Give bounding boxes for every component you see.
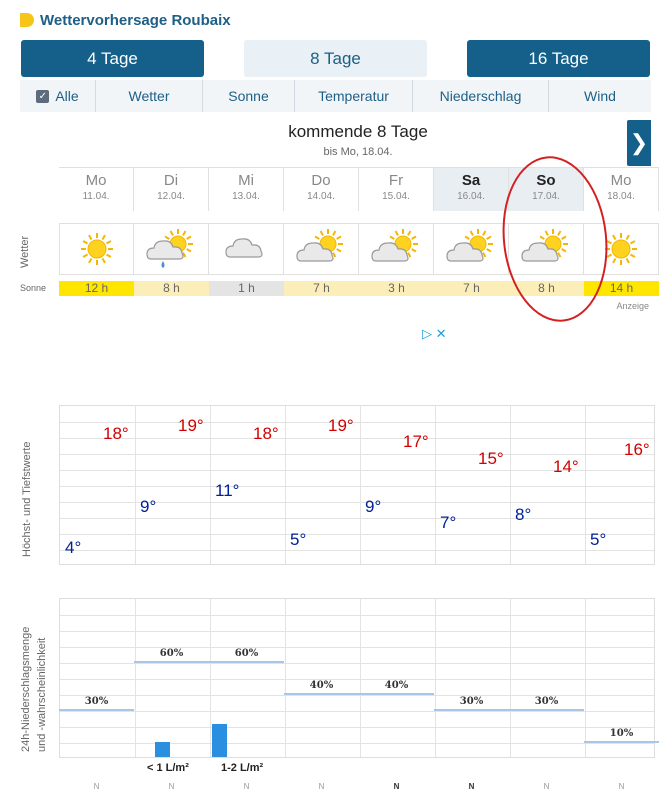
- rain-sun-cloud-icon: [134, 223, 209, 275]
- range-4-days-button[interactable]: 4 Tage: [21, 40, 204, 77]
- day-date: 17.04.: [532, 191, 560, 202]
- precipitation-chart: [59, 598, 655, 758]
- grid-line: [210, 599, 211, 757]
- precip-probability-line: [509, 709, 584, 711]
- sun-hours-cell: 3 h: [359, 281, 434, 296]
- grid-line: [60, 518, 654, 519]
- grid-line: [135, 599, 136, 757]
- grid-line: [510, 406, 511, 564]
- precip-probability-label: 30%: [534, 696, 559, 707]
- sun-row-label: Sonne: [20, 283, 47, 293]
- grid-line: [360, 599, 361, 757]
- grid-line: [60, 615, 654, 616]
- day-date: 14.04.: [307, 191, 335, 202]
- chevron-right-icon: ❯: [629, 130, 649, 155]
- precip-amount-bar: [212, 724, 227, 757]
- day-name: So: [536, 172, 556, 189]
- grid-line: [510, 599, 511, 757]
- day-name: Di: [163, 172, 179, 189]
- temperature-chart: [59, 405, 655, 565]
- low-temp: 5°: [290, 529, 307, 549]
- location-marker-icon: [20, 13, 34, 27]
- grid-line: [60, 663, 654, 664]
- page-header: [20, 10, 231, 30]
- sun-cloud-icon: [434, 223, 509, 275]
- grid-line: [135, 406, 136, 564]
- grid-line: [285, 599, 286, 757]
- period-subtitle: bis Mo, 18.04.: [323, 146, 393, 158]
- day-date: 12.04.: [157, 191, 185, 202]
- wind-direction: N: [393, 782, 400, 790]
- precip-amount-label: < 1 L/m²: [147, 762, 189, 774]
- sun-hours-cell: 1 h: [209, 281, 284, 296]
- grid-line: [60, 631, 654, 632]
- filter-niederschlag[interactable]: Niederschlag: [413, 80, 549, 112]
- grid-line: [60, 743, 654, 744]
- ad-choices-icon[interactable]: ▷ ✕: [422, 326, 447, 341]
- precip-probability-label: 60%: [159, 648, 184, 659]
- filter-all-label: Alle: [55, 88, 79, 104]
- low-temp: 5°: [590, 529, 607, 549]
- day-header: [209, 167, 284, 211]
- filter-wind[interactable]: Wind: [584, 88, 616, 104]
- low-temp: 11°: [215, 480, 240, 500]
- low-temp: 7°: [440, 513, 457, 533]
- wind-direction: N: [168, 782, 175, 790]
- sun-hours-cell: 7 h: [284, 281, 359, 296]
- precip-probability-line: [59, 709, 134, 711]
- ad-label: Anzeige: [616, 301, 649, 311]
- day-date: 18.04.: [607, 191, 635, 202]
- grid-line: [60, 422, 654, 423]
- day-header: [359, 167, 434, 211]
- high-temp: 14°: [553, 456, 579, 476]
- wind-direction: N: [468, 782, 475, 790]
- high-temp: 18°: [253, 424, 279, 444]
- precip-row-label-2: und -wahrscheinlichkeit: [36, 637, 48, 752]
- grid-line: [60, 454, 654, 455]
- sun-cloud-icon: [284, 223, 359, 275]
- grid-line: [435, 599, 436, 757]
- precip-row-label-1: 24h-Niederschlagsmenge: [20, 626, 32, 752]
- cloud-icon: [209, 223, 284, 275]
- day-name: Do: [311, 172, 331, 189]
- wind-direction: N: [318, 782, 325, 790]
- precip-amount-label: 1-2 L/m²: [221, 762, 264, 774]
- precip-probability-line: [134, 661, 209, 663]
- wind-direction: N: [93, 782, 100, 790]
- day-name: Fr: [388, 172, 404, 189]
- precip-probability-line: [284, 693, 359, 695]
- grid-line: [60, 486, 654, 487]
- grid-line: [60, 550, 654, 551]
- sun-icon: [59, 223, 134, 275]
- day-name: Sa: [461, 172, 481, 189]
- precip-probability-line: [584, 741, 659, 743]
- precip-probability-line: [359, 693, 434, 695]
- sun-hours-cell: 14 h: [584, 281, 659, 296]
- day-header: [284, 167, 359, 211]
- precip-probability-label: 30%: [459, 696, 484, 707]
- precip-probability-label: 10%: [609, 728, 634, 739]
- high-temp: 15°: [478, 448, 504, 468]
- high-temp: 19°: [178, 416, 204, 436]
- temps-row-label: Höchst- und Tiefstwerte: [21, 441, 33, 557]
- checkbox-checked-icon[interactable]: ✓: [36, 90, 49, 103]
- precip-probability-label: 30%: [84, 696, 109, 707]
- day-header: [59, 167, 134, 211]
- grid-line: [60, 438, 654, 439]
- low-temp: 8°: [515, 505, 532, 525]
- day-header: [434, 167, 509, 211]
- day-name: Mi: [238, 172, 254, 189]
- day-name: Mo: [610, 172, 632, 189]
- day-date: 15.04.: [382, 191, 410, 202]
- grid-line: [285, 406, 286, 564]
- weather-row-label: Wetter: [19, 235, 31, 268]
- filter-wetter[interactable]: Wetter: [96, 80, 203, 112]
- high-temp: 19°: [328, 416, 354, 436]
- high-temp: 17°: [403, 432, 429, 452]
- day-date: 13.04.: [232, 191, 260, 202]
- low-temp: 4°: [65, 537, 82, 557]
- range-16-days-button[interactable]: 16 Tage: [467, 40, 650, 77]
- high-temp: 16°: [624, 440, 650, 460]
- grid-line: [210, 406, 211, 564]
- filter-temperatur[interactable]: Temperatur: [295, 80, 413, 112]
- low-temp: 9°: [140, 497, 157, 517]
- page-title: Wettervorhersage Roubaix: [40, 11, 231, 29]
- next-period-button[interactable]: [627, 120, 651, 166]
- period-title: kommende 8 Tage: [288, 122, 428, 141]
- grid-line: [585, 406, 586, 564]
- precip-probability-line: [434, 709, 509, 711]
- day-date: 16.04.: [457, 191, 485, 202]
- precip-probability-line: [209, 661, 284, 663]
- filter-bar: [20, 80, 651, 112]
- wind-direction: N: [618, 782, 625, 790]
- precip-probability-label: 40%: [309, 680, 334, 691]
- sun-hours-cell: 7 h: [434, 281, 509, 296]
- filter-sonne[interactable]: Sonne: [203, 80, 295, 112]
- precip-amount-bar: [155, 742, 170, 757]
- range-8-days-button[interactable]: 8 Tage: [244, 40, 427, 77]
- day-header: [134, 167, 209, 211]
- low-temp: 9°: [365, 497, 382, 517]
- wind-direction: N: [543, 782, 550, 790]
- day-date: 11.04.: [82, 191, 110, 202]
- grid-line: [60, 727, 654, 728]
- sun-hours-cell: 12 h: [59, 281, 134, 296]
- filter-all[interactable]: [20, 80, 96, 112]
- grid-line: [60, 534, 654, 535]
- grid-line: [435, 406, 436, 564]
- sun-cloud-icon: [359, 223, 434, 275]
- sun-hours-cell: 8 h: [134, 281, 209, 296]
- wind-direction: N: [243, 782, 250, 790]
- day-name: Mo: [85, 172, 107, 189]
- precip-probability-label: 40%: [384, 680, 409, 691]
- grid-line: [360, 406, 361, 564]
- sun-hours-cell: 8 h: [509, 281, 584, 296]
- grid-line: [60, 711, 654, 712]
- precip-probability-label: 60%: [234, 648, 259, 659]
- high-temp: 18°: [103, 424, 129, 444]
